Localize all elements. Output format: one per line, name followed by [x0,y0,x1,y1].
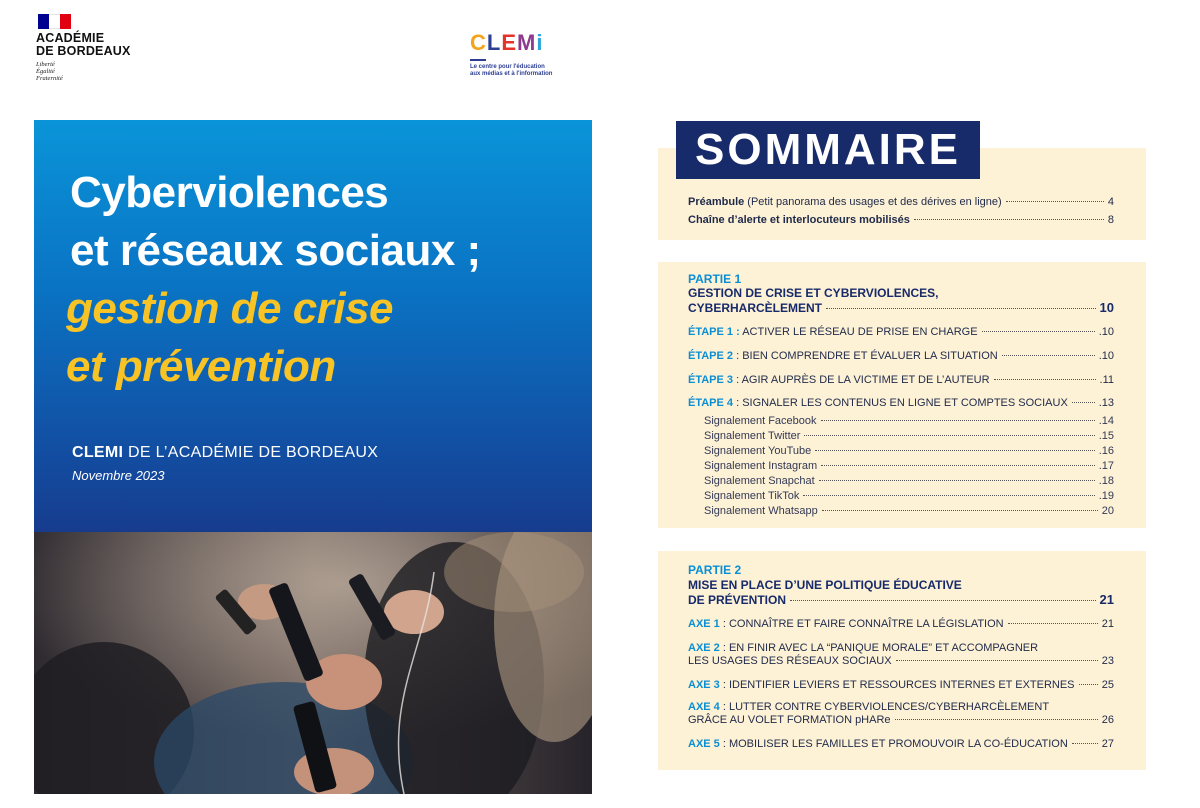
toc-entry-etape-4[interactable]: ÉTAPE 4 : SIGNALER LES CONTENUS EN LIGNE ET COMPTES SOCIAUX .13 [688,397,1114,409]
partie1-box [658,262,1146,528]
toc-entry-signalement-tiktok[interactable]: Signalement TikTok .19 [704,490,1114,502]
toc-entry-signalement-instagram[interactable]: Signalement Instagram .17 [704,460,1114,472]
cover-title: Cyberviolences et réseaux sociaux ; [70,168,481,275]
clemi-wordmark: CLEMi [470,30,544,55]
toc-entry-axe-5[interactable]: AXE 5 : MOBILISER LES FAMILLES ET PROMOUVOIR LA CO-ÉDUCATION 27 [688,738,1114,750]
toc-entry-axe-4[interactable]: AXE 4 : LUTTER CONTRE CYBERVIOLENCES/CYBERHARCÈLEMENT GRÂCE AU VOLET FORMATION pHARe 26 [688,701,1114,726]
cover-date: Novembre 2023 [72,468,165,483]
toc-entry-signalement-snapchat[interactable]: Signalement Snapchat .18 [704,475,1114,487]
toc-entry-chaine-alerte[interactable]: Chaîne d’alerte et interlocuteurs mobilisés 8 [688,214,1114,226]
partie2-label: PARTIE 2 [688,563,742,577]
partie1-heading-line1: GESTION DE CRISE ET CYBERVIOLENCES, [688,286,939,300]
summary-title-banner [676,121,980,179]
toc-entry-etape-1[interactable]: ÉTAPE 1 : ACTIVER LE RÉSEAU DE PRISE EN CHARGE .10 [688,326,1114,338]
summary-title: SOMMAIRE [695,125,961,174]
republic-motto: Liberté Égalité Fraternité [36,61,63,82]
clemi-divider [470,59,486,61]
toc-entry-preambule[interactable]: Préambule (Petit panorama des usages et des dérives en ligne) 4 [688,196,1114,208]
academie-logo [36,14,146,82]
toc-entry-axe-2[interactable]: AXE 2 : EN FINIR AVEC LA “PANIQUE MORALE” ET ACCOMPAGNER LES USAGES DES RÉSEAUX SOCIAUX 23 [688,642,1114,667]
toc-entry-partie1[interactable]: CYBERHARCÈLEMENT 10 [688,300,1114,315]
toc-entry-etape-3[interactable]: ÉTAPE 3 : AGIR AUPRÈS DE LA VICTIME ET DE L’AUTEUR .11 [688,374,1114,386]
clemi-tagline: Le centre pour l'éducation aux médias et à l'information [470,64,553,77]
partie1-label: PARTIE 1 [688,272,742,286]
academie-name: ACADÉMIE DE BORDEAUX [36,31,131,58]
cover-photo [34,532,592,794]
partie2-heading-line1: MISE EN PLACE D’UNE POLITIQUE ÉDUCATIVE [688,578,962,592]
toc-entry-signalement-whatsapp[interactable]: Signalement Whatsapp 20 [704,505,1114,517]
french-flag-icon [38,14,71,29]
toc-entry-axe-3[interactable]: AXE 3 : IDENTIFIER LEVIERS ET RESSOURCES INTERNES ET EXTERNES 25 [688,679,1114,691]
cover-organization: CLEMI DE L’ACADÉMIE DE BORDEAUX [72,444,379,461]
cover-panel [34,120,592,532]
toc-entry-axe-1[interactable]: AXE 1 : CONNAÎTRE ET FAIRE CONNAÎTRE LA LÉGISLATION 21 [688,618,1114,630]
clemi-logo [470,32,570,78]
toc-entry-etape-2[interactable]: ÉTAPE 2 : BIEN COMPRENDRE ET ÉVALUER LA SITUATION .10 [688,350,1114,362]
toc-entry-signalement-twitter[interactable]: Signalement Twitter .15 [704,430,1114,442]
people-with-phones-illustration [34,532,592,794]
cover-subtitle: gestion de crise et prévention [66,284,394,391]
toc-entry-signalement-facebook[interactable]: Signalement Facebook .14 [704,415,1114,427]
toc-entry-partie2[interactable]: DE PRÉVENTION 21 [688,592,1114,607]
toc-entry-signalement-youtube[interactable]: Signalement YouTube .16 [704,445,1114,457]
partie2-box [658,551,1146,770]
